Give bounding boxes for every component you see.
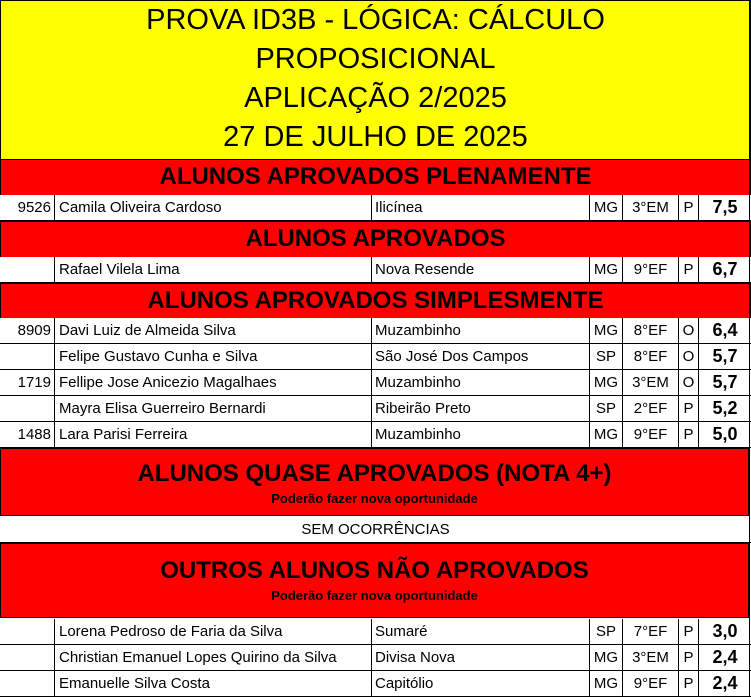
student-state: MG <box>590 370 623 395</box>
table-row <box>0 645 751 671</box>
student-grade: 9°EF <box>623 257 679 282</box>
document-title <box>0 0 751 160</box>
section-outros-nao-aprovados <box>0 543 749 618</box>
student-name: Fellipe Jose Anicezio Magalhaes <box>55 370 372 395</box>
title-line-1: PROVA ID3B - LÓGICA: CÁLCULO <box>146 4 605 36</box>
student-score: 2,4 <box>712 647 738 667</box>
student-name: Christian Emanuel Lopes Quirino da Silva <box>55 645 372 670</box>
student-city: Muzambinho <box>372 370 590 395</box>
student-type: P <box>679 619 699 644</box>
student-type: P <box>679 422 699 447</box>
student-score: 3,0 <box>712 621 738 641</box>
table-row <box>0 344 751 370</box>
student-type: P <box>679 257 699 282</box>
student-state: MG <box>590 671 623 696</box>
student-id: 8909 <box>0 318 55 343</box>
student-score: 6,4 <box>712 320 738 340</box>
table-row <box>0 370 751 396</box>
section-heading: ALUNOS APROVADOS PLENAMENTE <box>159 163 592 190</box>
student-id <box>0 671 55 696</box>
student-grade: 7°EF <box>623 619 679 644</box>
student-state: SP <box>590 396 623 421</box>
student-state: MG <box>590 195 623 220</box>
student-state: SP <box>590 619 623 644</box>
student-city: Ribeirão Preto <box>372 396 590 421</box>
student-score: 5,0 <box>712 424 738 444</box>
student-grade: 8°EF <box>623 344 679 369</box>
student-city: Sumaré <box>372 619 590 644</box>
student-type: P <box>679 396 699 421</box>
section-heading: ALUNOS APROVADOS <box>245 225 506 252</box>
student-type: O <box>679 344 699 369</box>
student-score: 7,5 <box>712 197 738 217</box>
section-subheading: Poderão fazer nova oportunidade <box>271 588 478 603</box>
table-row <box>0 396 751 422</box>
student-id <box>0 619 55 644</box>
title-line-2: PROPOSICIONAL <box>255 43 496 75</box>
student-state: MG <box>590 257 623 282</box>
section-aprovados-plenamente <box>0 159 751 196</box>
table-row <box>0 257 751 283</box>
student-city: Muzambinho <box>372 318 590 343</box>
student-score: 6,7 <box>712 259 738 279</box>
student-name: Emanuelle Silva Costa <box>55 671 372 696</box>
student-grade: 3°EM <box>623 645 679 670</box>
title-line-3: APLICAÇÃO 2/2025 <box>244 82 507 114</box>
table-row <box>0 619 751 645</box>
student-score: 5,7 <box>712 346 738 366</box>
student-name: Rafael Vilela Lima <box>55 257 372 282</box>
student-id <box>0 396 55 421</box>
student-state: SP <box>590 344 623 369</box>
student-city: Nova Resende <box>372 257 590 282</box>
section-heading: ALUNOS QUASE APROVADOS (NOTA 4+) <box>137 460 612 487</box>
student-city: Muzambinho <box>372 422 590 447</box>
section-heading: ALUNOS APROVADOS SIMPLESMENTE <box>147 287 604 314</box>
section-aprovados-simplesmente <box>0 283 751 319</box>
student-state: MG <box>590 318 623 343</box>
student-id <box>0 257 55 282</box>
student-grade: 9°EF <box>623 422 679 447</box>
student-id: 1488 <box>0 422 55 447</box>
student-grade: 2°EF <box>623 396 679 421</box>
student-city: Capitólio <box>372 671 590 696</box>
student-name: Mayra Elisa Guerreiro Bernardi <box>55 396 372 421</box>
student-type: P <box>679 645 699 670</box>
table-row <box>0 195 751 221</box>
student-type: P <box>679 671 699 696</box>
section-aprovados <box>0 221 751 258</box>
table-row <box>0 318 751 344</box>
section-quase-aprovados <box>0 448 749 516</box>
student-state: MG <box>590 645 623 670</box>
student-grade: 9°EF <box>623 671 679 696</box>
table-row <box>0 671 751 697</box>
student-score: 2,4 <box>712 673 738 693</box>
section-heading: OUTROS ALUNOS NÃO APROVADOS <box>160 557 589 584</box>
student-city: Divisa Nova <box>372 645 590 670</box>
student-id: 9526 <box>0 195 55 220</box>
student-name: Felipe Gustavo Cunha e Silva <box>55 344 372 369</box>
student-id <box>0 344 55 369</box>
student-grade: 8°EF <box>623 318 679 343</box>
student-name: Lorena Pedroso de Faria da Silva <box>55 619 372 644</box>
student-type: O <box>679 318 699 343</box>
student-name: Lara Parisi Ferreira <box>55 422 372 447</box>
empty-state: SEM OCORRÊNCIAS <box>0 517 751 543</box>
student-grade: 3°EM <box>623 195 679 220</box>
student-id: 1719 <box>0 370 55 395</box>
student-name: Davi Luiz de Almeida Silva <box>55 318 372 343</box>
student-city: Ilicínea <box>372 195 590 220</box>
student-score: 5,2 <box>712 398 738 418</box>
title-line-4: 27 DE JULHO DE 2025 <box>223 121 528 153</box>
student-type: O <box>679 370 699 395</box>
section-subheading: Poderão fazer nova oportunidade <box>271 491 478 506</box>
table-row <box>0 422 751 448</box>
student-grade: 3°EM <box>623 370 679 395</box>
student-name: Camila Oliveira Cardoso <box>55 195 372 220</box>
right-border <box>749 0 750 696</box>
student-score: 5,7 <box>712 372 738 392</box>
student-city: São José Dos Campos <box>372 344 590 369</box>
student-type: P <box>679 195 699 220</box>
student-state: MG <box>590 422 623 447</box>
student-id <box>0 645 55 670</box>
